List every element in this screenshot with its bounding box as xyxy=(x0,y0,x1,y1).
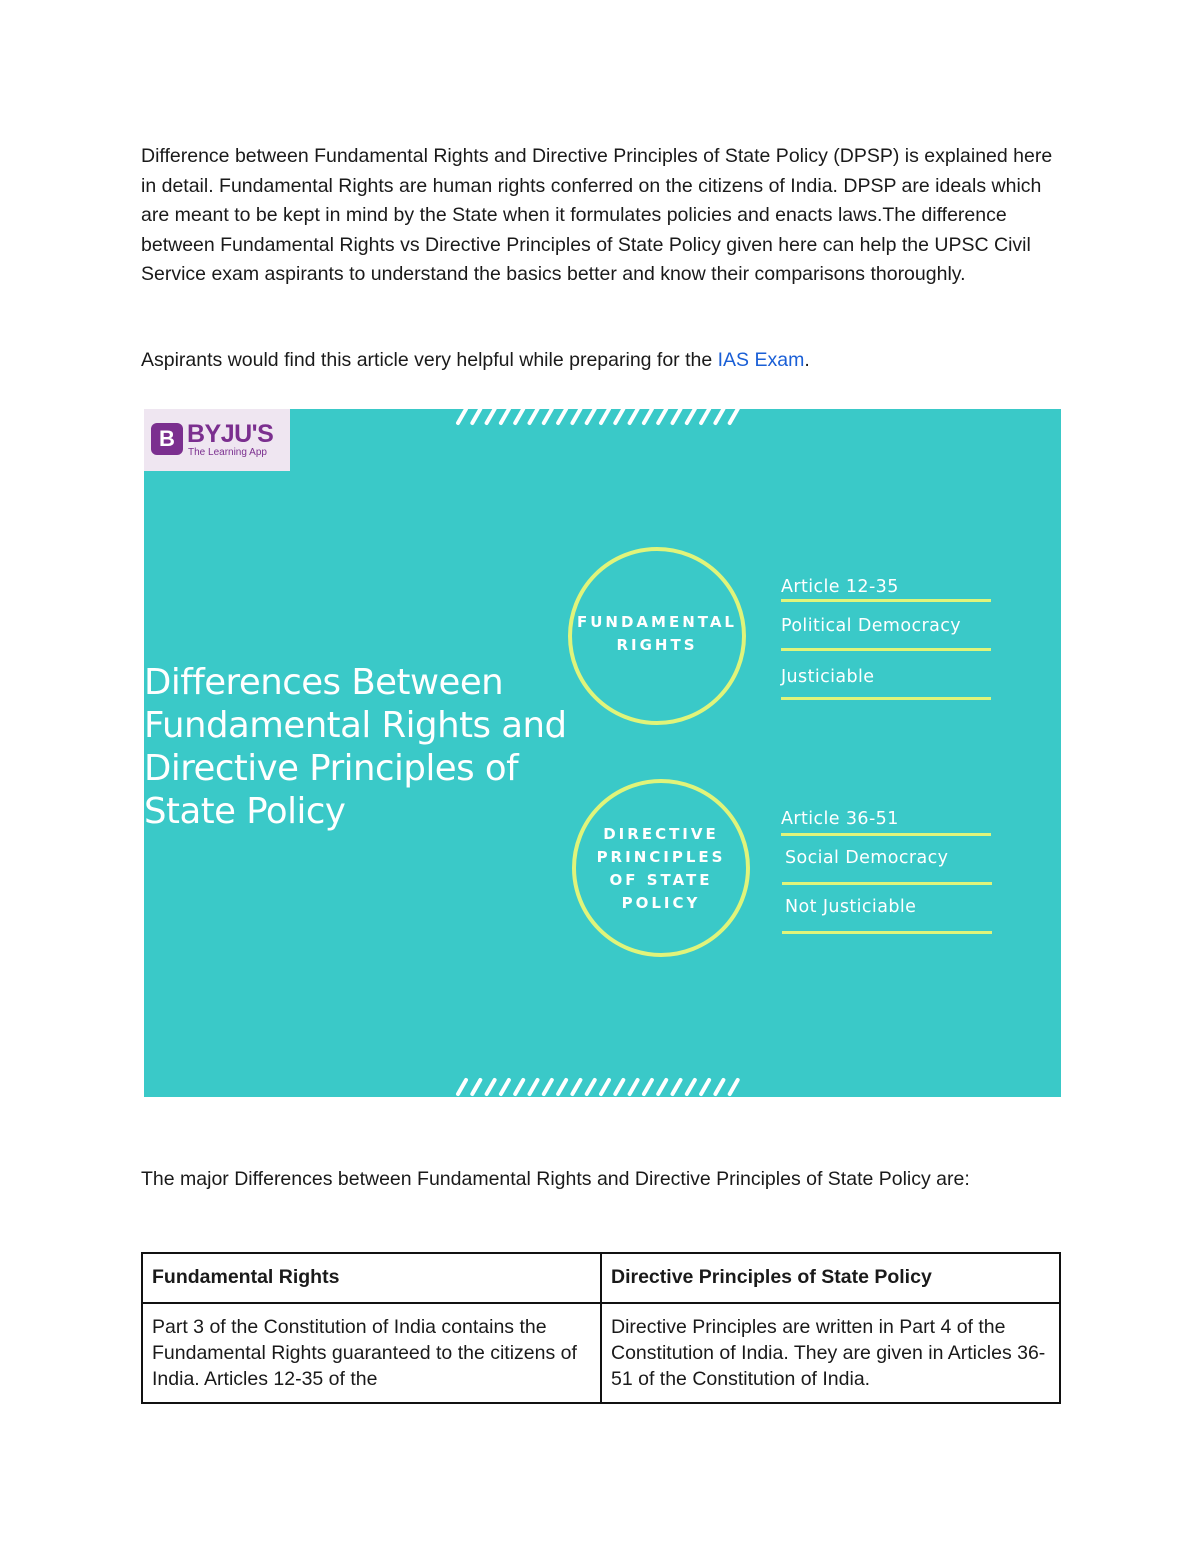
hatch-mark xyxy=(472,1080,480,1094)
hatch-mark xyxy=(701,409,709,423)
circle-line: RIGHTS xyxy=(616,636,698,654)
hatch-mark xyxy=(715,1080,723,1094)
infographic-title xyxy=(144,661,614,833)
hatch-mark xyxy=(630,409,638,423)
hatch-mark xyxy=(615,1080,623,1094)
hatch-mark xyxy=(558,1080,566,1094)
circle-line: DIRECTIVE xyxy=(603,825,719,843)
circle-line: PRINCIPLES xyxy=(596,848,726,866)
hatch-mark xyxy=(644,409,652,423)
hatch-mark xyxy=(515,409,523,423)
hatch-mark xyxy=(673,409,681,423)
hatch-mark xyxy=(730,409,738,423)
table-cell: Directive Principles are written in Part 4 of the Constitution of India. They are given in Articles 36-51 of the Constitution of India. xyxy=(601,1303,1060,1403)
underline xyxy=(781,833,991,836)
circle-label xyxy=(572,611,742,657)
hatch-mark xyxy=(544,409,552,423)
hatch-mark xyxy=(487,1080,495,1094)
fr-article-item: Article 12-35 xyxy=(781,577,899,597)
underline xyxy=(782,931,992,934)
header-dpsp: Directive Principles of State Policy xyxy=(601,1253,1060,1303)
hatch-mark xyxy=(658,409,666,423)
hatch-mark xyxy=(501,409,509,423)
byjus-logo xyxy=(144,409,290,471)
hatch-mark xyxy=(587,409,595,423)
hatch-mark xyxy=(572,409,580,423)
aspirants-suffix: . xyxy=(804,349,810,371)
hatch-mark xyxy=(487,409,495,423)
underline xyxy=(781,697,991,700)
hatch-mark xyxy=(544,1080,552,1094)
table-row xyxy=(142,1303,1060,1403)
hatch-mark xyxy=(472,409,480,423)
table-header-row xyxy=(142,1253,1060,1303)
hatch-mark xyxy=(458,1080,466,1094)
logo-tagline: The Learning App xyxy=(188,447,267,458)
hatch-mark xyxy=(530,409,538,423)
hatch-mark xyxy=(458,409,466,423)
table-cell: Part 3 of the Constitution of India contains the Fundamental Rights guaranteed to the citizens of India. Articles 12-35 of the xyxy=(142,1303,601,1403)
comparison-table xyxy=(141,1252,1061,1404)
title-line: Differences Between xyxy=(144,662,504,703)
hatch-mark xyxy=(644,1080,652,1094)
hatch-mark xyxy=(658,1080,666,1094)
fr-justiciable-item: Justiciable xyxy=(781,667,875,687)
circle-line: POLICY xyxy=(621,894,701,912)
hatch-mark xyxy=(687,1080,695,1094)
hatch-mark xyxy=(530,1080,538,1094)
hatch-mark xyxy=(601,409,609,423)
hatch-mark xyxy=(587,1080,595,1094)
title-line: State Policy xyxy=(144,791,346,832)
dpsp-democracy-item: Social Democracy xyxy=(785,848,949,868)
hatch-mark xyxy=(630,1080,638,1094)
hatch-mark xyxy=(687,409,695,423)
aspirants-text: Aspirants would find this article very helpful while preparing for the xyxy=(141,349,718,371)
circle-line: OF STATE xyxy=(609,871,713,889)
underline xyxy=(782,882,992,885)
hatch-mark xyxy=(701,1080,709,1094)
fundamental-rights-circle xyxy=(568,547,746,725)
hatch-mark xyxy=(730,1080,738,1094)
hatch-mark xyxy=(501,1080,509,1094)
dpsp-circle xyxy=(572,779,750,957)
logo-name: BYJU'S xyxy=(187,420,274,448)
title-line: Directive Principles of xyxy=(144,748,519,789)
underline xyxy=(781,599,991,602)
intro-paragraph: Difference between Fundamental Rights and Directive Principles of State Policy (DPSP) is explained here in detail. Fundamental Rights are human rights conferred on the citizens of India. DPSP are ideals which are meant to be kept in mind by the State when it formulates policies and enacts laws.The difference between Fundamental Rights vs Directive Principles of State Policy given here can help the UPSC Civil Service exam aspirants to understand the basics better and know their comparisons thoroughly. xyxy=(141,145,1053,285)
hatch-mark xyxy=(673,1080,681,1094)
title-line: Fundamental Rights and xyxy=(144,705,567,746)
circle-line: FUNDAMENTAL xyxy=(576,613,737,631)
hatch-mark xyxy=(515,1080,523,1094)
infographic xyxy=(144,409,1061,1097)
fr-democracy-item: Political Democracy xyxy=(781,616,961,636)
header-fundamental-rights: Fundamental Rights xyxy=(142,1253,601,1303)
dpsp-justiciable-item: Not Justiciable xyxy=(785,897,917,917)
ias-exam-link[interactable]: IAS Exam xyxy=(717,349,805,371)
aspirants-paragraph xyxy=(141,346,1061,376)
dpsp-article-item: Article 36-51 xyxy=(781,809,899,829)
hatch-mark xyxy=(558,409,566,423)
logo-mark-icon: B xyxy=(151,423,183,455)
circle-label xyxy=(576,823,746,915)
hatch-mark xyxy=(601,1080,609,1094)
hatch-mark xyxy=(615,409,623,423)
underline xyxy=(781,648,991,651)
lead-in-text: The major Differences between Fundamental Rights and Directive Principles of State Policy are: xyxy=(141,1168,970,1190)
hatch-mark xyxy=(572,1080,580,1094)
hatch-mark xyxy=(715,409,723,423)
